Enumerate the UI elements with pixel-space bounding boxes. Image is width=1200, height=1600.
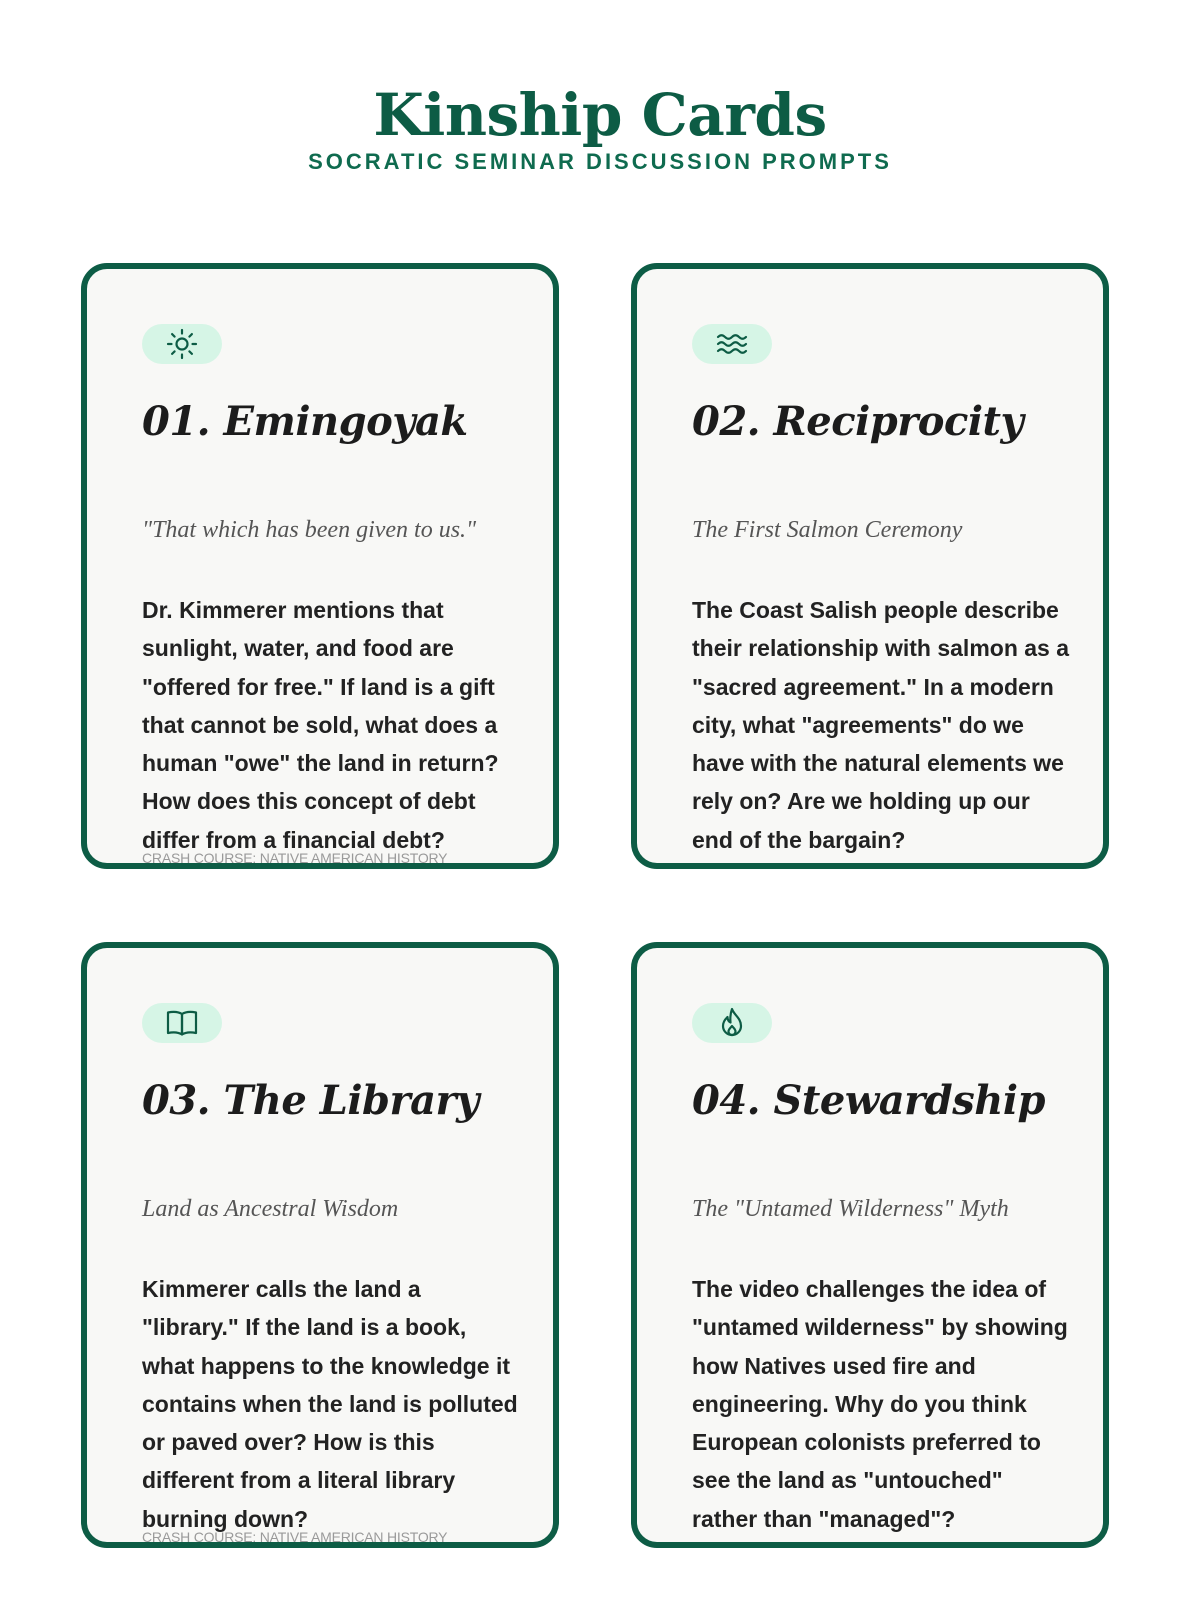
- page-header: [0, 82, 1200, 176]
- card-prompt: The video challenges the idea of "untamed wilderness" by showing how Natives used fire and engineering. Why do you think European colonists preferred to see the land as "untouched" rather than "managed"?: [692, 1276, 1068, 1532]
- card-title: 02. Reciprocity: [692, 398, 1024, 445]
- card-source: CRASH COURSE: NATIVE AMERICAN HISTORY: [142, 1529, 448, 1545]
- card-prompt: Kimmerer calls the land a "library." If the land is a book, what happens to the knowledge it contains when the land is polluted or paved over? How is this different from a literal library burning down?: [142, 1276, 518, 1532]
- book-icon: [142, 1003, 222, 1043]
- card-prompt: The Coast Salish people describe their relationship with salmon as a "sacred agreement." In a modern city, what "agreements" do we have with the natural elements we rely on? Are we holding up our end of the bargain?: [692, 597, 1070, 853]
- card-source: CRASH COURSE: NATIVE AMERICAN HISTORY: [142, 850, 448, 866]
- card-prompt: Dr. Kimmerer mentions that sunlight, water, and food are "offered for free." If land is a gift that cannot be sold, what does a human "owe" the land in return? How does this concept of debt differ from a financial debt?: [142, 597, 499, 853]
- card-subtitle: The First Salmon Ceremony: [692, 517, 963, 543]
- card-subtitle: The "Untamed Wilderness" Myth: [692, 1196, 1009, 1222]
- card-subtitle: "That which has been given to us.": [142, 517, 477, 543]
- prompt-card-reciprocity: [631, 263, 1109, 869]
- card-title: 04. Stewardship: [692, 1077, 1045, 1124]
- waves-icon: [692, 324, 772, 364]
- prompt-card-library: [81, 942, 559, 1548]
- prompt-card-stewardship: [631, 942, 1109, 1548]
- page-title: Kinship Cards: [373, 81, 827, 149]
- page-subtitle: SOCRATIC SEMINAR DISCUSSION PROMPTS: [308, 149, 892, 174]
- card-subtitle: Land as Ancestral Wisdom: [142, 1196, 399, 1222]
- prompt-card-emingoyak: [81, 263, 559, 869]
- card-title: 01. Emingoyak: [142, 398, 468, 445]
- sun-icon: [142, 324, 222, 364]
- flame-icon: [692, 1003, 772, 1043]
- card-title: 03. The Library: [142, 1077, 479, 1124]
